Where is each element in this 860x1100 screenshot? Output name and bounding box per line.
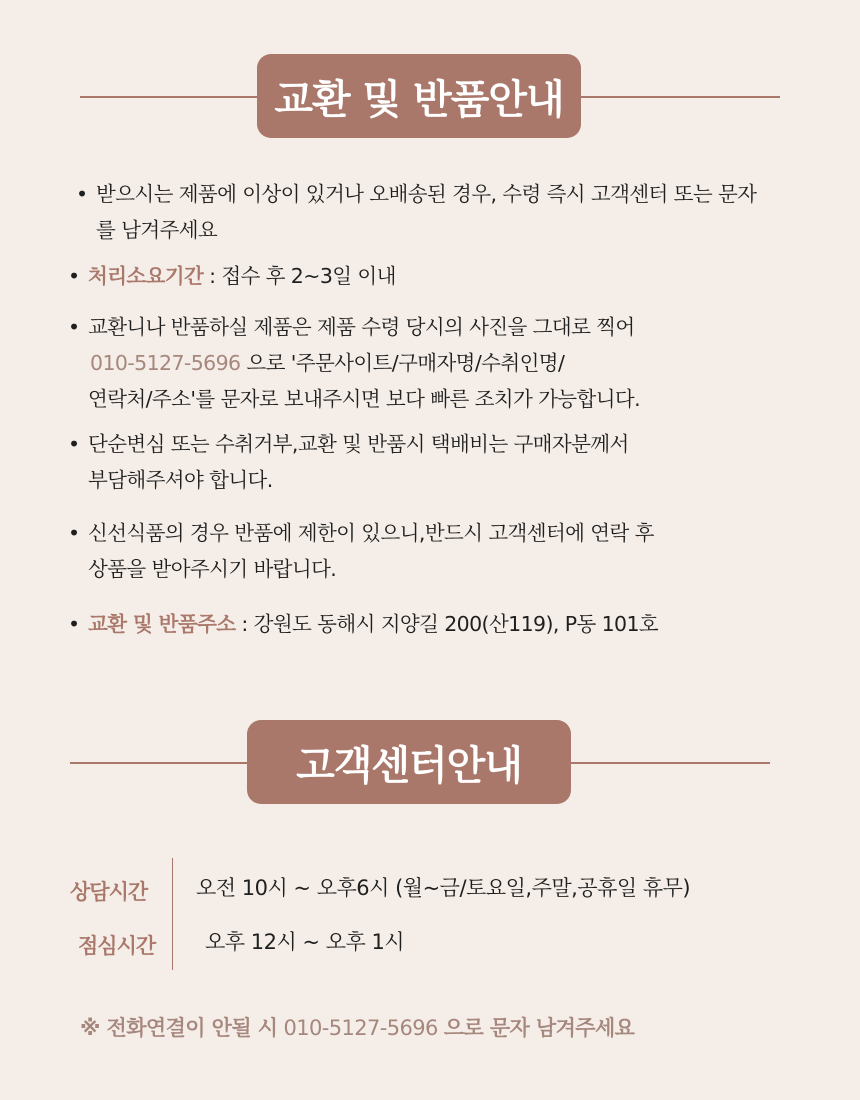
notice-item-fresh-food <box>68 515 654 587</box>
bullet: • <box>68 264 80 288</box>
phone-fallback-note <box>80 1012 634 1042</box>
processing-time-label: 처리소요기간 <box>88 264 204 288</box>
consult-hours-value: 오전 10시 ~ 오후6시 (월~금/토요일,주말,공휴일 휴무) <box>196 876 691 900</box>
notice-item-shipping-fee <box>68 426 629 498</box>
customer-center-header <box>0 720 860 806</box>
return-address-label: 교환 및 반품주소 <box>88 612 236 636</box>
notice-line: 으로 '주문사이트/구매자명/수취인명/ <box>240 351 565 375</box>
service-hours <box>0 856 860 976</box>
notice-line: 받으시는 제품에 이상이 있거나 오배송된 경우, 수령 즉시 고객센터 또는 문자 <box>96 182 757 206</box>
notice-line: 단순변심 또는 수취거부,교환 및 반품시 택배비는 구매자분께서 <box>88 432 629 456</box>
lunch-hours-label: 점심시간 <box>78 934 156 958</box>
note-suffix: 으로 문자 남겨주세요 <box>443 1016 635 1040</box>
notice-line: 교환니나 반품하실 제품은 제품 수령 당시의 사진을 그대로 찍어 <box>88 315 635 339</box>
consult-hours-label: 상담시간 <box>70 880 148 904</box>
notice-item-photo-instructions <box>68 309 640 417</box>
bullet: • <box>68 432 80 456</box>
notice-line: 를 남겨주세요 <box>96 218 218 242</box>
contact-phone-number: 010-5127-5696 <box>90 351 241 375</box>
bullet: • <box>68 315 80 339</box>
bullet: • <box>68 612 80 636</box>
notice-item-defect <box>76 176 756 248</box>
bullet: • <box>68 521 80 545</box>
notice-line: 상품을 받아주시기 바랍니다. <box>88 557 337 581</box>
bullet: • <box>76 182 88 206</box>
lunch-hours-value: 오후 12시 ~ 오후 1시 <box>205 930 405 954</box>
hours-divider <box>172 858 173 970</box>
notice-line: 부담해주셔야 합니다. <box>88 468 273 492</box>
notice-item-processing-time <box>68 258 396 294</box>
notice-item-return-address <box>68 606 658 642</box>
section-title-customer-center: 고객센터안내 <box>247 720 571 804</box>
note-prefix: ※ 전화연결이 안될 시 <box>80 1016 278 1040</box>
note-phone-number: 010-5127-5696 <box>283 1016 438 1040</box>
processing-time-value: : 접수 후 2~3일 이내 <box>203 264 396 288</box>
notice-line: 신선식품의 경우 반품에 제한이 있으니,반드시 고객센터에 연락 후 <box>88 521 654 545</box>
exchange-return-header <box>0 54 860 140</box>
notice-line: 연락처/주소'를 문자로 보내주시면 보다 빠른 조치가 가능합니다. <box>88 387 641 411</box>
section-title-exchange-return: 교환 및 반품안내 <box>257 54 581 138</box>
return-address-value: : 강원도 동해시 지양길 200(산119), P동 101호 <box>235 612 659 636</box>
